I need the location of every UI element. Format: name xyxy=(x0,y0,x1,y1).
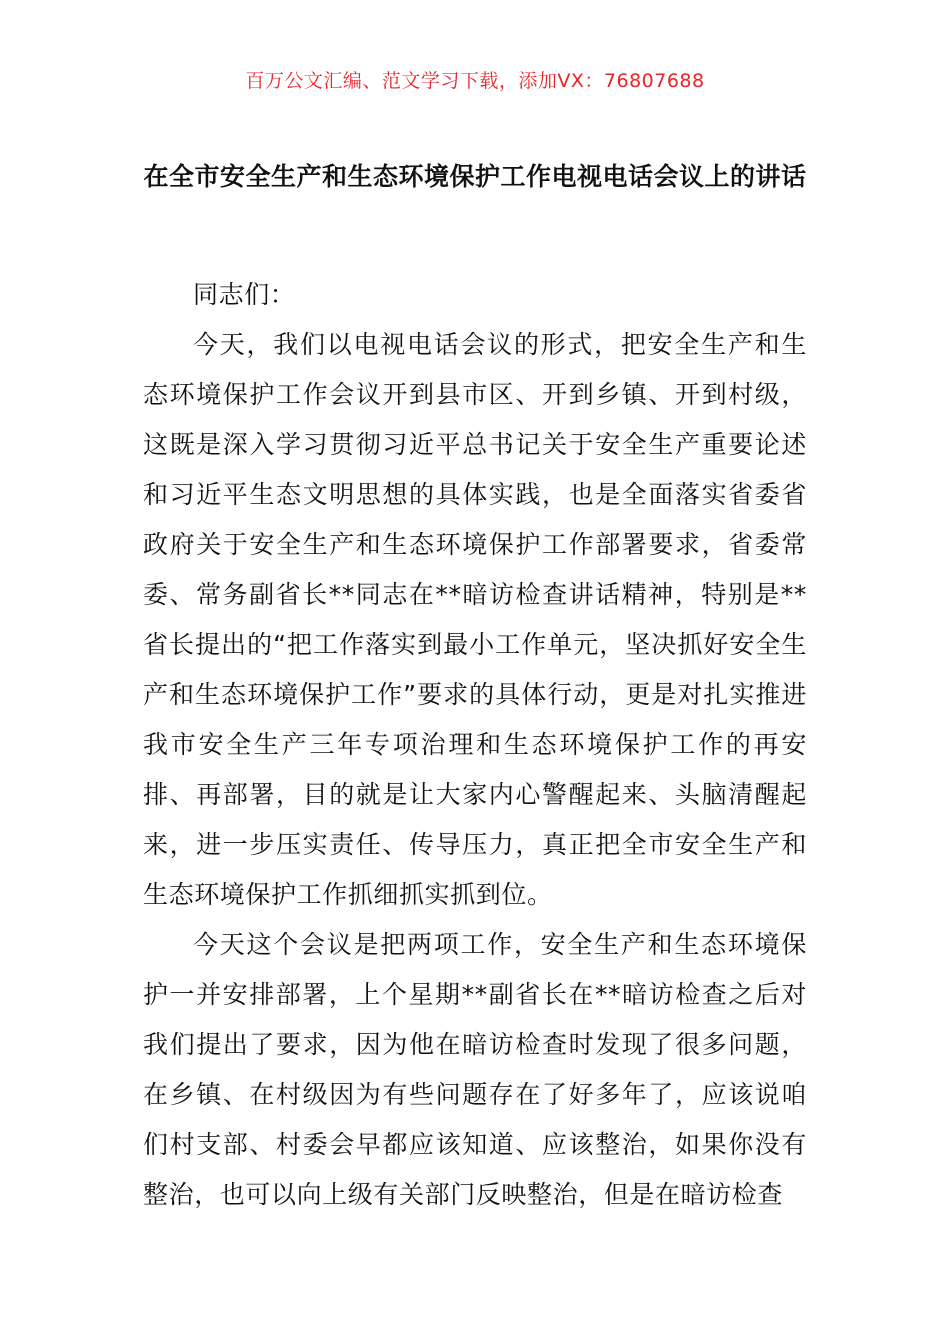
paragraph: 今天，我们以电视电话会议的形式，把安全生产和生态环境保护工作会议开到县市区、开到乡镇、开到村级，这既是深入学习贯彻习近平总书记关于安全生产重要论述和习近平生态文明思想的具体实践，也是全面落实省委省政府关于安全生产和生态环境保护工作部署要求，省委常委、常务副省长**同志在**暗访检查讲话精神，特别是**省长提出的“把工作落实到最小工作单元，坚决抓好安全生产和生态环境保护工作”要求的具体行动，更是对扎实推进我市安全生产三年专项治理和生态环境保护工作的再安排、再部署，目的就是让大家内心警醒起来、头脑清醒起来，进一步压实责任、传导压力，真正把全市安全生产和生态环境保护工作抓细抓实抓到位。 xyxy=(143,330,807,909)
document-body xyxy=(143,270,807,1220)
salutation: 同志们： xyxy=(193,280,296,309)
paragraph: 今天这个会议是把两项工作，安全生产和生态环境保护一并安排部署，上个星期**副省长在**暗访检查之后对我们提出了要求，因为他在暗访检查时发现了很多问题，在乡镇、在村级因为有些问题存在了好多年了，应该说咱们村支部、村委会早都应该知道、应该整治，如果你没有整治，也可以向上级有关部门反映整治，但是在暗访检查 xyxy=(143,930,807,1209)
header-download-note: 百万公文汇编、范文学习下载，添加VX：76807688 xyxy=(245,70,705,92)
document-title: 在全市安全生产和生态环境保护工作电视电话会议上的讲话 xyxy=(143,162,807,191)
